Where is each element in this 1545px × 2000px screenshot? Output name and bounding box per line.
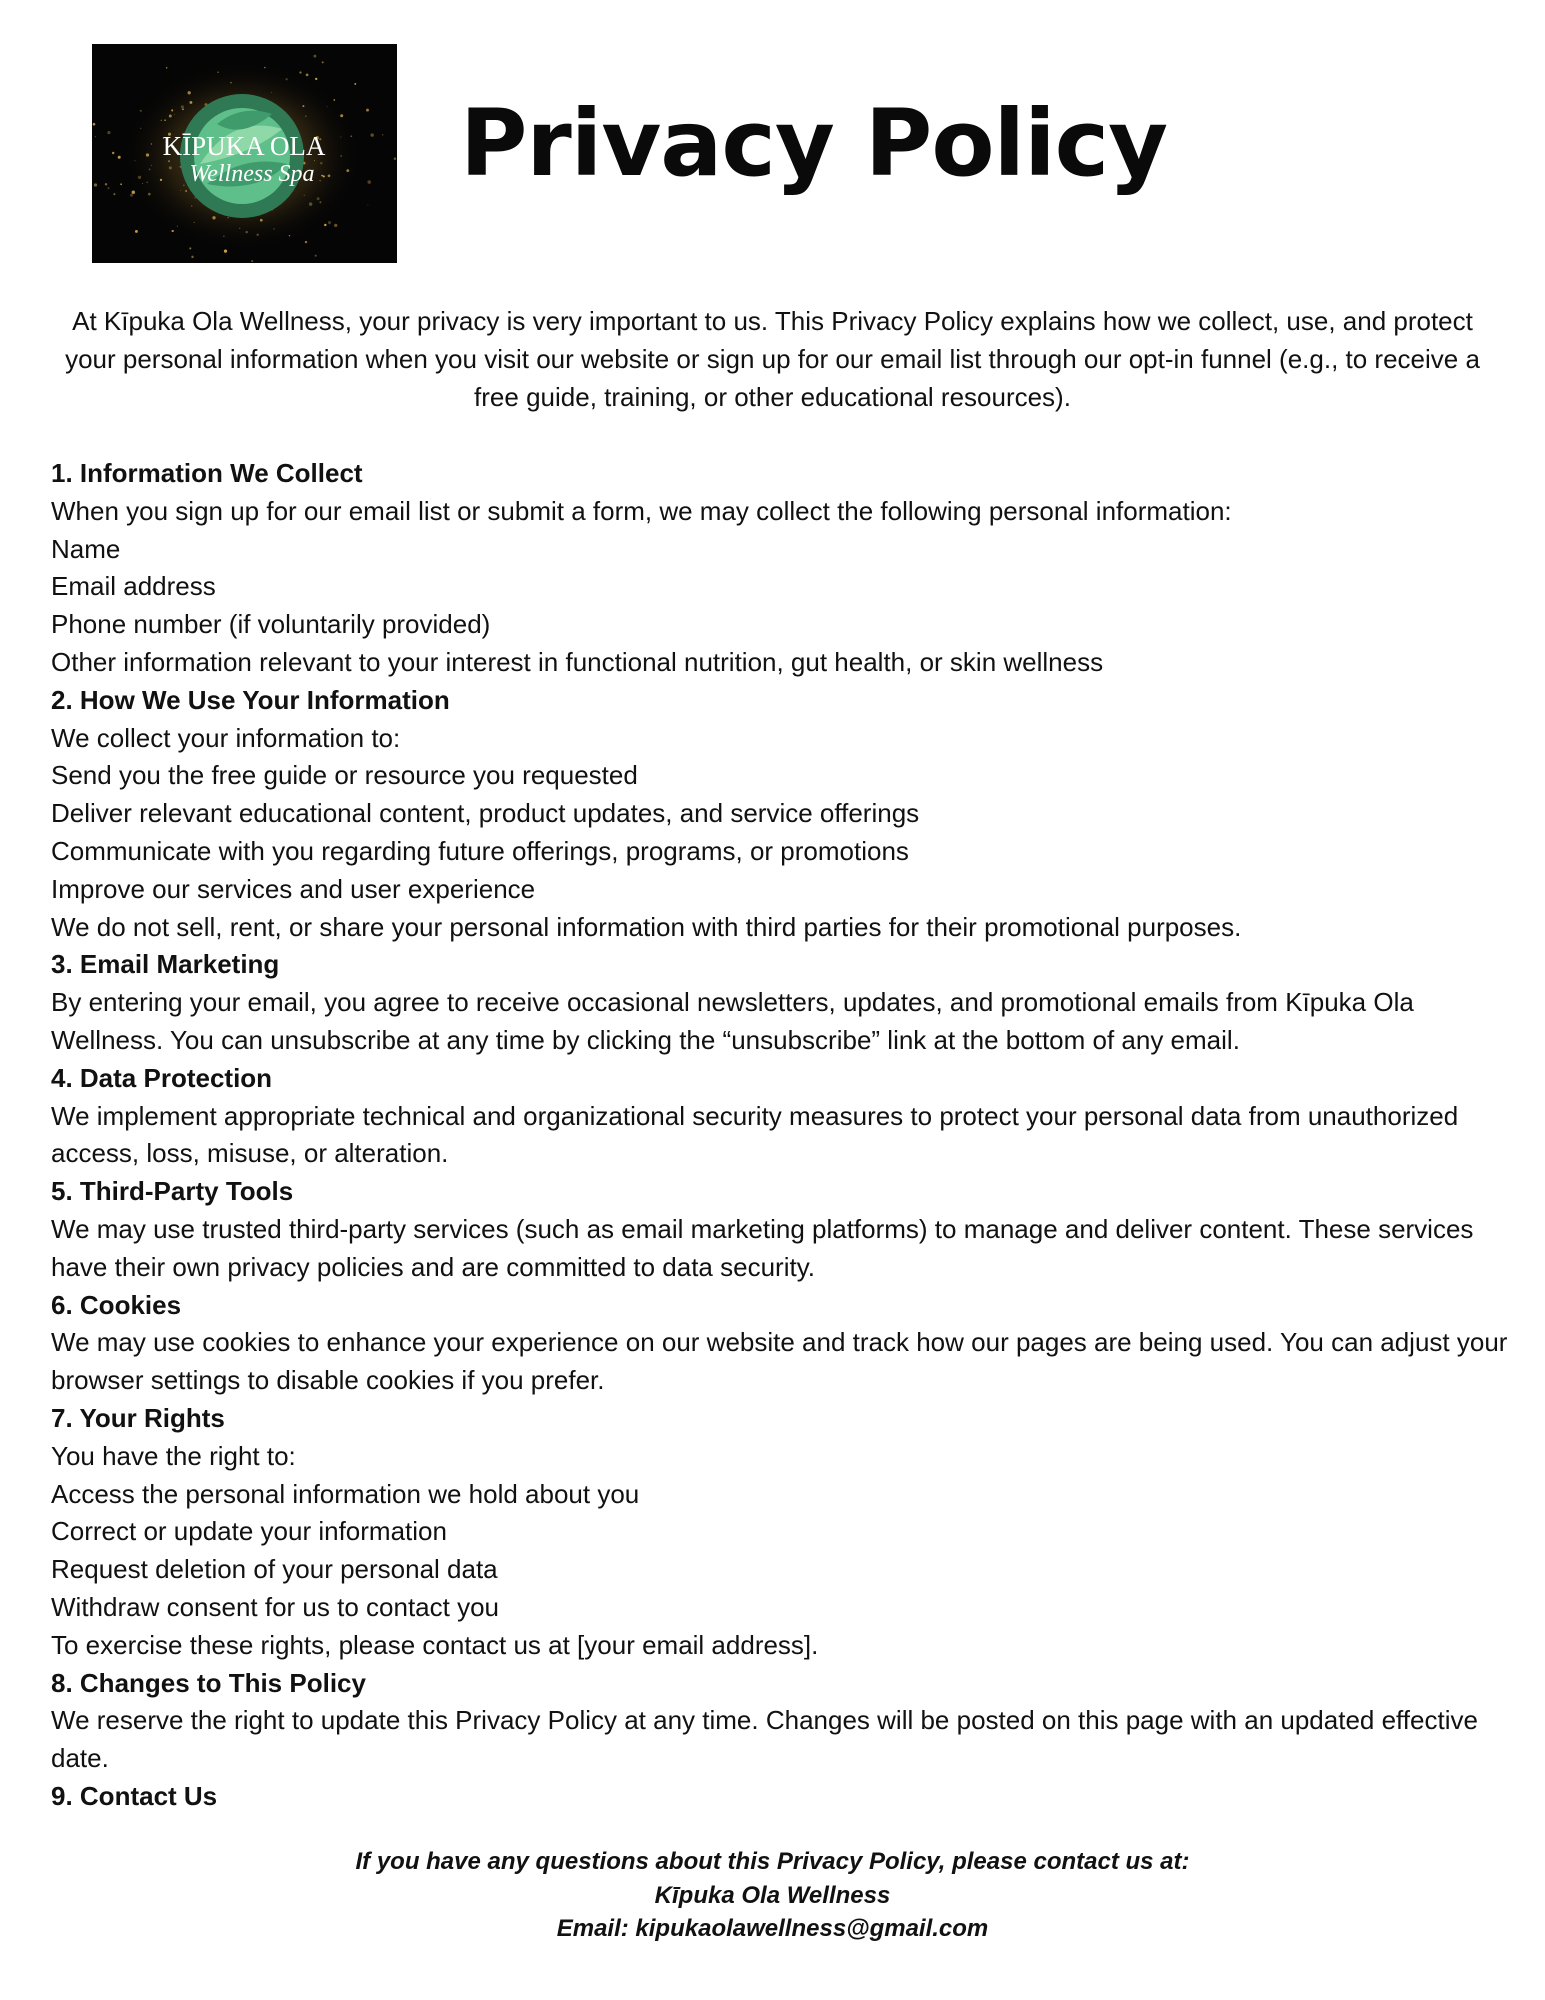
sparkle-dot (172, 230, 174, 232)
sparkle-dot (319, 201, 321, 203)
sparkle-dot (164, 119, 166, 121)
sparkle-dot (320, 162, 323, 165)
sparkle-dot (315, 255, 317, 257)
sparkle-dot (138, 176, 141, 179)
section-5-text-line: We may use trusted third-party services (such as email marketing platforms) to manage and deliver content. These services (51, 1213, 1474, 1244)
section-2-heading: 2. How We Use Your Information (51, 684, 450, 715)
sparkle-dot (227, 217, 229, 219)
section-4-text-line: access, loss, misuse, or alteration. (51, 1138, 449, 1169)
sparkle-dot (134, 160, 135, 161)
sparkle-dot (185, 190, 187, 192)
sparkle-dot (306, 74, 309, 77)
sparkle-dot (183, 184, 185, 186)
sparkle-dot (333, 99, 335, 101)
sparkle-dot (130, 194, 133, 197)
sparkle-dot (371, 133, 374, 136)
sparkle-dot (328, 221, 331, 224)
sparkle-dot (146, 153, 149, 156)
list-item: Email address (51, 571, 216, 602)
sparkle-dot (147, 182, 148, 183)
sparkle-dot (305, 115, 307, 117)
sparkle-dot (105, 183, 107, 185)
sparkle-dot (107, 131, 110, 134)
sparkle-dot (323, 175, 325, 177)
sparkle-dot (93, 123, 96, 126)
list-item: Withdraw consent for us to contact you (51, 1591, 499, 1622)
section-3-text-line: Wellness. You can unsubscribe at any time by clicking the “unsubscribe” link at the bottom of any email. (51, 1024, 1240, 1055)
sparkle-dot (273, 228, 275, 230)
sparkle-dot (181, 105, 184, 108)
sparkle-dot (118, 156, 121, 159)
sparkle-dot (260, 219, 263, 222)
section-1-intro: When you sign up for our email list or submit a form, we may collect the following personal information: (51, 495, 1232, 526)
section-6-text-line: We may use cookies to enhance your experience on our website and track how our pages are being used. You can adjust your (51, 1327, 1508, 1358)
list-item: Correct or update your information (51, 1516, 447, 1547)
sparkle-dot (346, 169, 349, 172)
sparkle-dot (309, 202, 312, 205)
sparkle-dot (327, 106, 328, 107)
sparkle-dot (169, 115, 172, 118)
sparkle-dot (302, 105, 304, 107)
sparkle-dot (256, 234, 259, 237)
section-7-heading: 7. Your Rights (51, 1402, 225, 1433)
intro-paragraph: At Kīpuka Ola Wellness, your privacy is very important to us. This Privacy Policy explains how we collect, use, and protect your personal information when you visit our website or sign up for our email list through our opt-in funnel (e.g., to receive a free guide, training, or other educational resources). (65, 306, 1480, 412)
sparkle-dot (230, 82, 231, 83)
section-2-outro: We do not sell, rent, or share your personal information with third parties for their promotional purposes. (51, 911, 1242, 942)
sparkle-dot (319, 180, 320, 181)
list-item: Access the personal information we hold about you (51, 1478, 640, 1509)
sparkle-dot (135, 230, 138, 233)
logo-brand-line1: KĪPUKA OLA (162, 131, 326, 161)
sparkle-dot (188, 91, 191, 94)
footer-question-line: If you have any questions about this Privacy Policy, please contact us at: (355, 1848, 1190, 1875)
sparkle-dot (321, 175, 323, 177)
sparkle-dot (161, 120, 162, 121)
section-1-heading: 1. Information We Collect (51, 458, 363, 488)
sparkle-dot (174, 114, 175, 115)
sparkle-dot (315, 78, 317, 80)
section-4-heading: 4. Data Protection (51, 1062, 273, 1093)
sparkle-dot (151, 165, 152, 166)
section-8-text-line: We reserve the right to update this Privacy Policy at any time. Changes will be posted on this page with an updated effective (51, 1705, 1478, 1736)
sparkle-dot (132, 191, 136, 195)
section-8-heading: 8. Changes to This Policy (51, 1667, 366, 1698)
sparkle-dot (189, 101, 192, 104)
section-6-heading: 6. Cookies (51, 1289, 182, 1320)
sparkle-dot (354, 83, 356, 85)
list-item: Phone number (if voluntarily provided) (51, 609, 491, 640)
sparkle-dot (324, 224, 326, 226)
sparkle-dot (217, 71, 219, 73)
sparkle-dot (382, 134, 383, 135)
list-item: Send you the free guide or resource you requested (51, 760, 638, 791)
list-item: Other information relevant to your interest in functional nutrition, gut health, or skin wellness (51, 646, 1104, 677)
sparkle-dot (107, 187, 109, 189)
sparkle-dot (334, 224, 337, 227)
section-3-heading: 3. Email Marketing (51, 949, 280, 980)
sparkle-dot (251, 260, 253, 262)
section-5-heading: 5. Third-Party Tools (51, 1176, 294, 1207)
sparkle-dot (166, 67, 167, 68)
section-3-text-line: By entering your email, you agree to receive occasional newsletters, updates, and promotional emails from Kīpuka Ola (51, 987, 1414, 1018)
list-item: Request deletion of your personal data (51, 1554, 498, 1585)
sparkle-dot (285, 78, 287, 80)
sparkle-dot (140, 128, 141, 129)
section-7-intro: You have the right to: (51, 1440, 296, 1471)
sparkle-dot (350, 135, 352, 137)
sparkle-dot (180, 190, 181, 191)
sparkle-dot (246, 231, 248, 233)
sparkle-dot (95, 136, 96, 137)
sparkle-dot (340, 137, 341, 138)
sparkle-dot (194, 197, 195, 198)
sparkle-dot (289, 235, 290, 236)
sparkle-dot (223, 236, 224, 237)
footer-email[interactable]: Email: kipukaolawellness@gmail.com (556, 1915, 989, 1942)
sparkle-dot (313, 55, 316, 58)
page-title: Privacy Policy (460, 90, 1168, 197)
sparkle-dot (299, 71, 301, 73)
sparkle-dot (112, 152, 114, 154)
logo-brand-line2: Wellness Spa (189, 161, 315, 187)
sparkle-dot (304, 195, 305, 196)
sparkle-dot (322, 61, 324, 63)
sparkle-dot (367, 204, 368, 205)
sparkle-dot (149, 168, 151, 170)
sparkle-dot (394, 157, 397, 160)
sparkle-dot (239, 228, 240, 229)
sparkle-dot (142, 183, 143, 184)
section-6-text-line: browser settings to disable cookies if you prefer. (51, 1365, 605, 1396)
sparkle-dot (182, 108, 184, 110)
list-item: Improve our services and user experience (51, 873, 536, 904)
section-9-heading: 9. Contact Us (51, 1780, 218, 1811)
sparkle-dot (189, 247, 191, 249)
logo-artwork (92, 44, 397, 263)
sparkle-dot (271, 92, 272, 93)
sparkle-dot (120, 183, 122, 185)
list-item: Deliver relevant educational content, product updates, and service offerings (51, 798, 920, 829)
section-2-intro: We collect your information to: (51, 722, 401, 753)
sparkle-dot (94, 183, 97, 186)
section-8-text-line: date. (51, 1743, 109, 1774)
sparkle-dot (171, 109, 173, 111)
sparkle-dot (328, 174, 331, 177)
sparkle-dot (340, 155, 342, 157)
brand-logo (92, 44, 397, 263)
section-7-outro: To exercise these rights, please contact us at [your email address]. (51, 1629, 819, 1660)
sparkle-dot (148, 193, 151, 196)
sparkle-dot (317, 197, 320, 200)
sparkle-dot (151, 143, 152, 144)
sparkle-dot (264, 67, 265, 68)
policy-body (51, 455, 1511, 1816)
list-item: Communicate with you regarding future offerings, programs, or promotions (51, 835, 909, 866)
section-5-text-line: have their own privacy policies and are committed to data security. (51, 1251, 815, 1282)
sparkle-dot (224, 250, 227, 253)
list-item: Name (51, 533, 121, 564)
sparkle-dot (305, 241, 307, 243)
sparkle-dot (367, 180, 371, 184)
sparkle-dot (160, 179, 162, 181)
sparkle-dot (140, 110, 142, 112)
section-4-text-line: We implement appropriate technical and organizational security measures to protect your personal data from unauthorized (51, 1100, 1459, 1131)
sparkle-dot (366, 109, 369, 112)
sparkle-dot (191, 256, 193, 258)
sparkle-dot (191, 205, 192, 206)
sparkle-dot (340, 114, 343, 117)
footer-company-name: Kīpuka Ola Wellness (654, 1881, 891, 1909)
sparkle-dot (194, 222, 195, 223)
sparkle-dot (177, 226, 178, 227)
sparkle-dot (113, 193, 115, 195)
contact-footer (0, 1845, 1545, 1946)
sparkle-dot (212, 216, 215, 219)
sparkle-dot (169, 166, 172, 169)
